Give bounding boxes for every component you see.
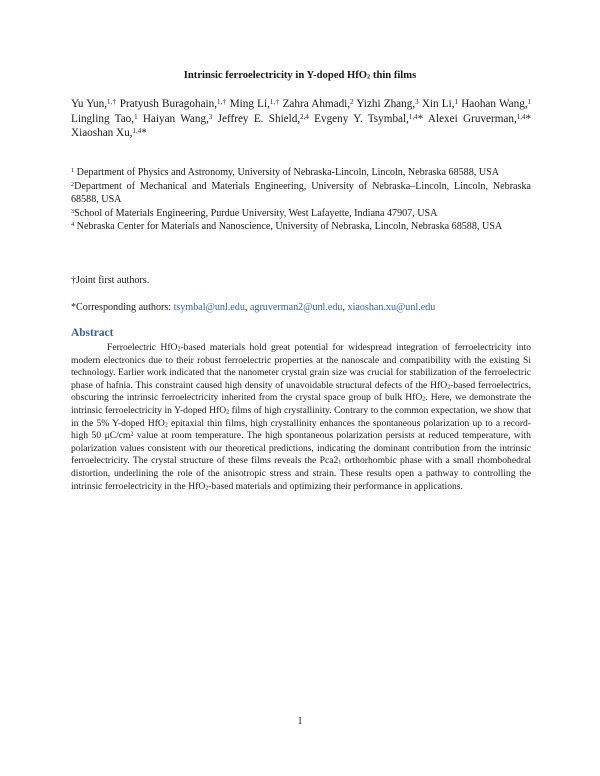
author-list xyxy=(71,97,531,141)
paper-title: Intrinsic ferroelectricity in Y-doped HfO$_2$ thin films xyxy=(183,70,417,81)
author: Evgeny Y. Tsymbal,$^{1,4}$* xyxy=(314,112,428,125)
affiliation: $^4$ Nebraska Center for Materials and Nanoscience, University of Nebraska, Lincoln, Nebraska 68588, USA xyxy=(71,221,503,233)
email-link[interactable]: xiaoshan.xu@unl.edu xyxy=(347,302,436,313)
abstract-body: Ferroelectric HfO$_2$-based materials hold great potential for widespread integration of ferroelectricity into modern electronics due to their robust ferroelectric properties at the nanoscale and compatibility with the existing Si technology. Earlier work indicated that the nanometer crystal grain size was crucial for stabilization of the ferroelectric phase of hafnia. This constraint caused high density of unavoidable structural defects of the HfO$_2$-based ferroelectrics, obscuring the intrinsic ferroelectricity inherited from the crystal space group of bulk HfO$_2$. Here, we demonstrate the intrinsic ferroelectricity in Y-doped HfO$_2$ films of high crystallinity. Contrary to the common expectation, we show that in the 5% Y-doped HfO$_2$ epitaxial thin films, high crystallinity enhances the spontaneous polarization up to a record-high 50 $\mu C/cm^2$ value at room temperature. The high spontaneous polarization persists at reduced temperature, with polarization values consistent with our theoretical predictions, indicating the dominant contribution from the intrinsic ferroelectricity. The crystal structure of these films reveals the $Pca2_1$ orthorhombic phase with a small rhombohedral distortion, underlining the role of the anisotropic stress and strain. These results open a pathway to controlling the intrinsic ferroelectricity in the HfO$_2$-based materials and optimizing their performance in applications. xyxy=(71,342,532,492)
author: Yu Yun,$^{1,\dagger}$ xyxy=(71,97,117,110)
affiliation: $^2$Department of Mechanical and Materials Engineering, University of Nebraska–Lincoln, Lincoln, Nebraska 68588, USA xyxy=(71,180,531,206)
author: Haohan Wang,$^1$ xyxy=(461,97,532,110)
author: Alexei Gruverman,$^{1,4}$* xyxy=(427,112,532,125)
email-link[interactable]: agruverman2@unl.edu xyxy=(249,302,343,313)
author: Zahra Ahmadi,$^2$ xyxy=(282,97,354,110)
affiliation-list xyxy=(71,166,531,234)
author: Xin Li,$^1$ xyxy=(421,97,458,110)
author: Yizhi Zhang,$^3$ xyxy=(356,97,419,110)
corresponding-authors: *Corresponding authors: tsymbal@unl.edu, agruverman2@unl.edu, xiaoshan.xu@unl.edu xyxy=(71,302,436,313)
email-link[interactable]: tsymbal@unl.edu xyxy=(173,302,245,313)
author: Haiyan Wang,$^3$ xyxy=(142,112,213,125)
abstract-heading: Abstract xyxy=(71,327,114,339)
affiliation: $^1$ Department of Physics and Astronomy, University of Nebraska-Lincoln, Lincoln, Nebraska 68588, USA xyxy=(71,167,500,178)
author: Xiaoshan Xu,$^{1,4}$* xyxy=(71,126,147,139)
author: Ming Li,$^{1,\dagger}$ xyxy=(229,97,280,110)
author: Lingling Tao,$^1$ xyxy=(71,112,138,125)
page-number: 1 xyxy=(297,716,303,727)
author: Jeffrey E. Shield,$^{2,4}$ xyxy=(217,112,309,125)
affiliation: $^3$School of Materials Engineering, Purdue University, West Lafayette, Indiana 47907, USA xyxy=(71,207,438,219)
joint-first-authors-note: †Joint first authors. xyxy=(71,275,150,286)
author: Pratyush Buragohain,$^{1,\dagger}$ xyxy=(119,97,227,110)
